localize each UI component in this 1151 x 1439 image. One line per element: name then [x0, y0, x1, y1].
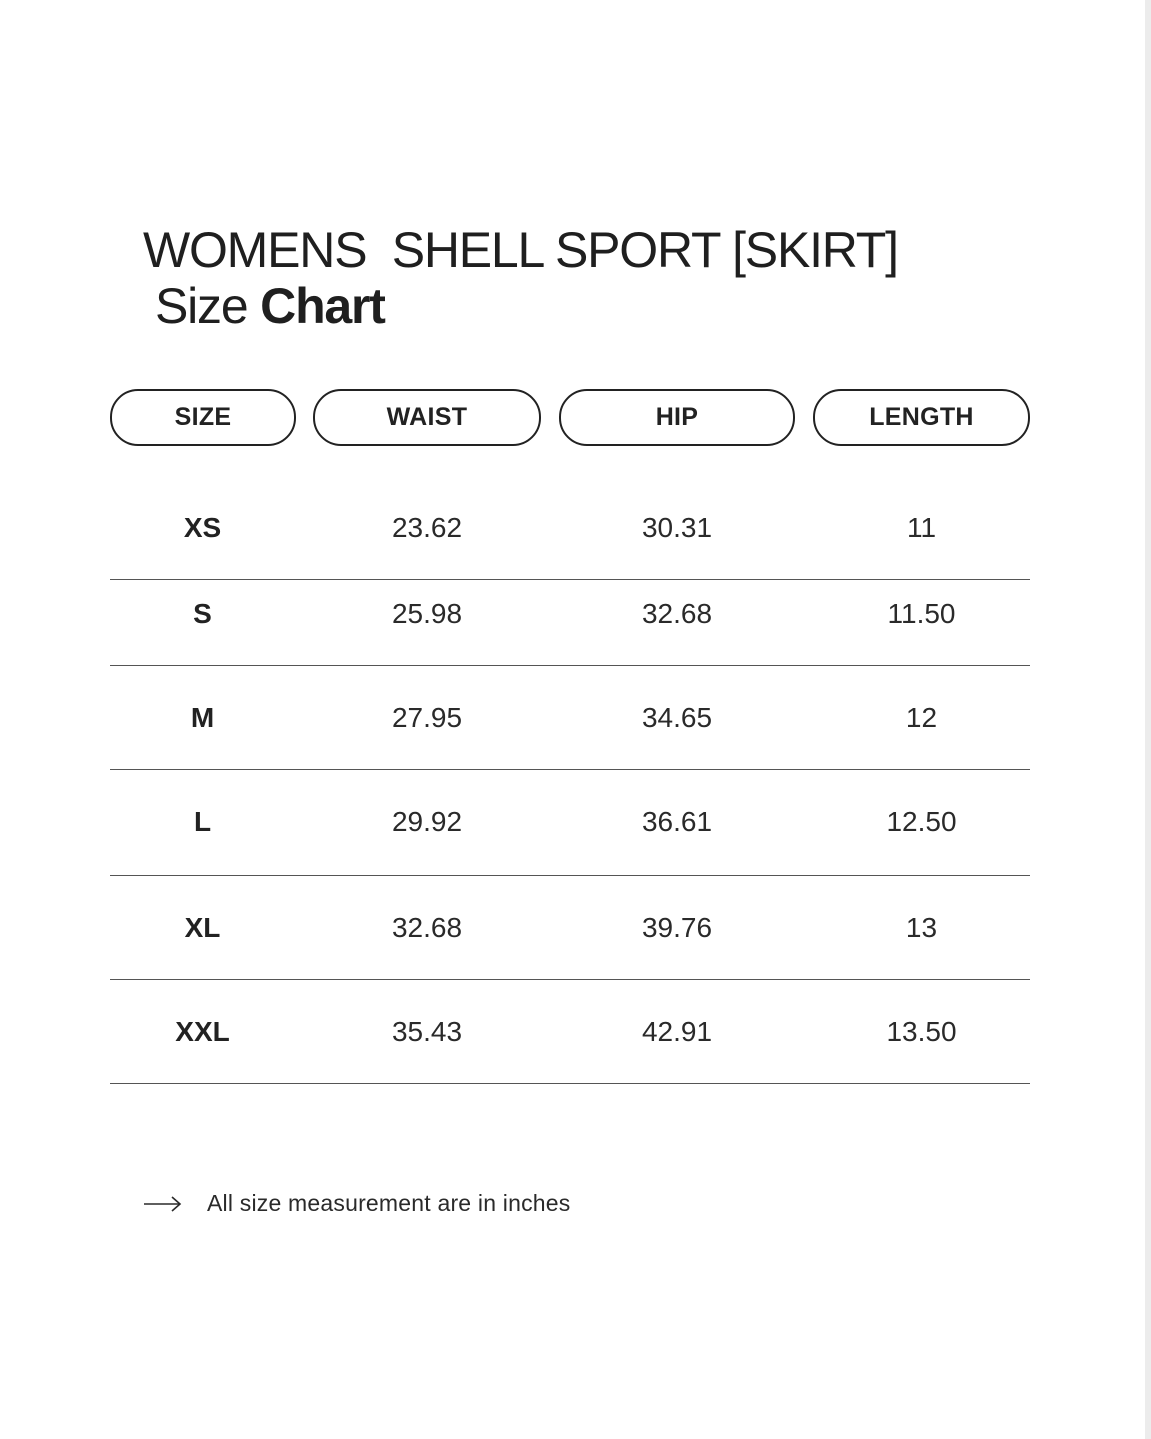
- cell-size: L: [193, 806, 212, 837]
- cell-size: S: [193, 598, 212, 629]
- cell-waist: 25.98: [391, 598, 463, 629]
- cell-length: 13.50: [886, 1016, 957, 1047]
- title-subtitle: [143, 278, 898, 334]
- cell-length: 12: [905, 702, 938, 733]
- note-text: All size measurement are in inches: [207, 1190, 571, 1216]
- cell-hip: 36.61: [641, 806, 713, 837]
- cell-waist: 32.68: [391, 912, 463, 943]
- header-waist: WAIST: [313, 389, 541, 446]
- cell-hip: 42.91: [641, 1016, 713, 1047]
- cell-waist: 29.92: [391, 806, 463, 837]
- header-length: LENGTH: [813, 389, 1030, 446]
- page-edge-strip: [1145, 0, 1151, 1439]
- cell-length: 11: [906, 512, 937, 543]
- row-divider: [110, 579, 1030, 580]
- cell-hip: 34.65: [641, 702, 713, 733]
- row-divider: [110, 665, 1030, 666]
- title-chart-word: Chart: [260, 278, 385, 334]
- row-divider: [110, 769, 1030, 770]
- page-title: [143, 222, 898, 334]
- cell-size: XS: [183, 512, 222, 543]
- arrow-right-icon: [143, 1195, 183, 1213]
- cell-size: XL: [184, 912, 221, 943]
- measurement-note: [143, 1190, 570, 1217]
- cell-hip: 32.68: [641, 598, 713, 629]
- row-divider: [110, 1083, 1030, 1084]
- row-divider: [110, 979, 1030, 980]
- title-size-word: Size: [155, 278, 261, 334]
- title-product-name: WOMENS SHELL SPORT [SKIRT]: [143, 222, 898, 278]
- cell-waist: 35.43: [391, 1016, 463, 1047]
- cell-size: XXL: [175, 1016, 230, 1047]
- header-size: SIZE: [110, 389, 296, 446]
- header-hip: HIP: [559, 389, 795, 446]
- cell-size: M: [190, 702, 215, 733]
- row-divider: [110, 875, 1030, 876]
- cell-length: 11.50: [887, 598, 956, 629]
- cell-hip: 30.31: [641, 512, 713, 543]
- cell-length: 13: [905, 912, 938, 943]
- cell-waist: 27.95: [391, 702, 463, 733]
- cell-hip: 39.76: [641, 912, 713, 943]
- cell-length: 12.50: [886, 806, 957, 837]
- cell-waist: 23.62: [391, 512, 463, 543]
